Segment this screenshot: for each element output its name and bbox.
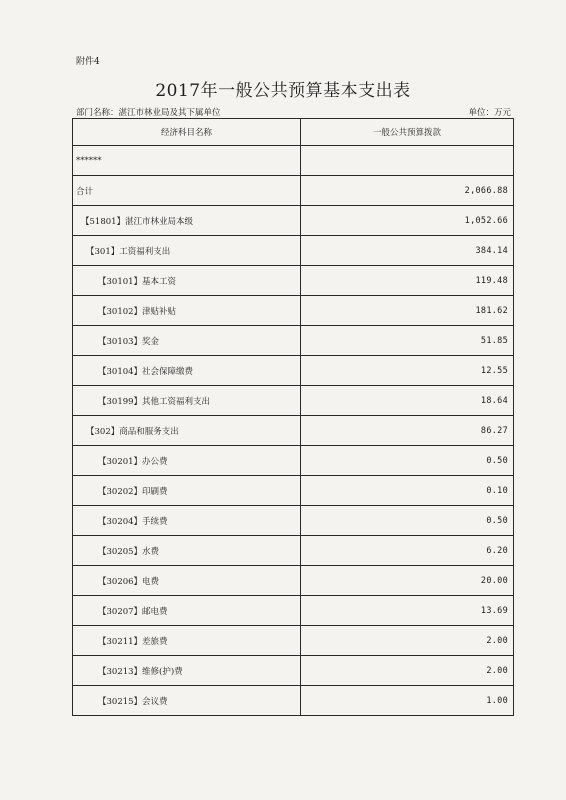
amount-cell	[301, 146, 514, 176]
account-name-cell: 【30204】手续费	[73, 506, 301, 536]
table-row	[73, 446, 514, 476]
attachment-label: 附件4	[76, 57, 100, 67]
table-row	[73, 296, 514, 326]
account-name-cell: 【30201】办公费	[73, 446, 301, 476]
amount-cell: 0.50	[301, 506, 514, 536]
account-name-cell: ******	[73, 146, 301, 176]
amount-cell: 2,066.88	[301, 176, 514, 206]
amount-cell: 6.20	[301, 536, 514, 566]
amount-cell: 18.64	[301, 386, 514, 416]
table-row	[73, 236, 514, 266]
table-row	[73, 476, 514, 506]
account-name-cell: 【30207】邮电费	[73, 596, 301, 626]
amount-cell: 1.00	[301, 686, 514, 716]
table-header-row	[73, 119, 514, 146]
amount-cell: 12.55	[301, 356, 514, 386]
amount-cell: 2.00	[301, 656, 514, 686]
amount-cell: 20.00	[301, 566, 514, 596]
account-name-cell: 【30215】会议费	[73, 686, 301, 716]
amount-cell: 384.14	[301, 236, 514, 266]
table-row	[73, 146, 514, 176]
account-name-cell: 【30102】津贴补贴	[73, 296, 301, 326]
header-account-name: 经济科目名称	[73, 119, 301, 146]
account-name-cell: 【30206】电费	[73, 566, 301, 596]
account-name-cell: 【30205】水费	[73, 536, 301, 566]
account-name-cell: 【30199】其他工资福利支出	[73, 386, 301, 416]
account-name-cell: 【30213】维修(护)费	[73, 656, 301, 686]
table-row	[73, 656, 514, 686]
account-name-cell: 【51801】湛江市林业局本级	[73, 206, 301, 236]
table-row	[73, 206, 514, 236]
amount-cell: 181.62	[301, 296, 514, 326]
amount-cell: 13.69	[301, 596, 514, 626]
account-name-cell: 【302】商品和服务支出	[73, 416, 301, 446]
amount-cell: 119.48	[301, 266, 514, 296]
account-name-cell: 【30202】印刷费	[73, 476, 301, 506]
department-label: 部门名称：湛江市林业局及其下属单位	[76, 108, 221, 118]
table-row	[73, 596, 514, 626]
table-row	[73, 176, 514, 206]
header-budget-amount: 一般公共预算拨款	[301, 119, 514, 146]
account-name-cell: 【30103】奖金	[73, 326, 301, 356]
amount-cell: 51.85	[301, 326, 514, 356]
table-row	[73, 506, 514, 536]
amount-cell: 0.50	[301, 446, 514, 476]
table-row	[73, 416, 514, 446]
account-name-cell: 【30101】基本工资	[73, 266, 301, 296]
page-title: 2017年一般公共预算基本支出表	[155, 81, 411, 101]
amount-cell: 1,052.66	[301, 206, 514, 236]
table-row	[73, 566, 514, 596]
unit-label: 单位：万元	[468, 108, 511, 118]
table-row	[73, 626, 514, 656]
table-row	[73, 386, 514, 416]
table-row	[73, 686, 514, 716]
account-name-cell: 【301】工资福利支出	[73, 236, 301, 266]
amount-cell: 0.10	[301, 476, 514, 506]
table-row	[73, 356, 514, 386]
account-name-cell: 【30211】差旅费	[73, 626, 301, 656]
budget-table	[72, 118, 514, 716]
table-row	[73, 536, 514, 566]
amount-cell: 86.27	[301, 416, 514, 446]
table-row	[73, 326, 514, 356]
amount-cell: 2.00	[301, 626, 514, 656]
account-name-cell: 【30104】社会保障缴费	[73, 356, 301, 386]
account-name-cell: 合计	[73, 176, 301, 206]
table-row	[73, 266, 514, 296]
